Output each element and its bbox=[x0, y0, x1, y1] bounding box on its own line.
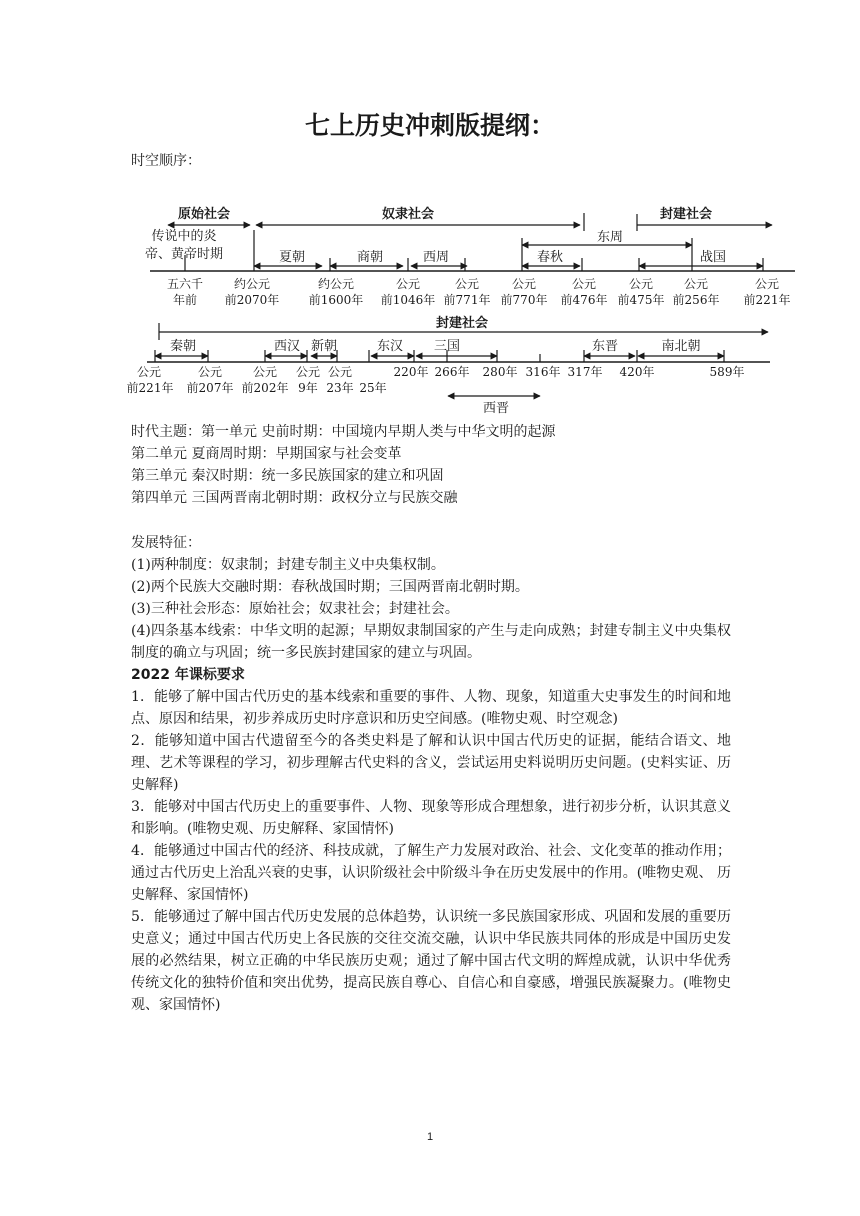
date-9-top: 公元 bbox=[683, 277, 709, 291]
label-xin: 新朝 bbox=[310, 339, 338, 354]
date2-5-top: 公元 bbox=[327, 365, 353, 379]
label-chunqiu: 春秋 bbox=[536, 250, 564, 265]
date-6-top: 公元 bbox=[511, 277, 537, 291]
date-2-bottom: 前2070年 bbox=[224, 293, 280, 307]
page-number: 1 bbox=[426, 1131, 434, 1143]
date2-11-bottom: 317年 bbox=[567, 365, 603, 379]
date2-12-bottom: 420年 bbox=[619, 365, 655, 379]
label-nanbeichao: 南北朝 bbox=[661, 339, 701, 354]
label-zhanguo: 战国 bbox=[699, 250, 727, 265]
date-8-bottom: 前475年 bbox=[617, 293, 665, 307]
label-feudal-society-2: 封建社会 bbox=[435, 316, 489, 331]
subtitle: 时空顺序： bbox=[131, 153, 201, 169]
date-4-top: 公元 bbox=[395, 277, 421, 291]
date-7-top: 公元 bbox=[571, 277, 597, 291]
date2-5-bottom: 23年 bbox=[326, 381, 354, 395]
date2-3-top: 公元 bbox=[252, 365, 278, 379]
page-title: 七上历史冲刺版提纲： bbox=[304, 111, 555, 140]
label-xizhou: 西周 bbox=[422, 250, 450, 265]
theme-line-3: 第三单元 秦汉时期：统一多民族国家的建立和巩固 bbox=[131, 468, 444, 484]
label-donghan: 东汉 bbox=[376, 339, 404, 354]
date-7-bottom: 前476年 bbox=[560, 293, 608, 307]
date-9-bottom: 前256年 bbox=[672, 293, 720, 307]
date-6-bottom: 前770年 bbox=[500, 293, 548, 307]
label-dongzhou: 东周 bbox=[596, 230, 624, 245]
date2-2-top: 公元 bbox=[197, 365, 223, 379]
label-xijin: 西晋 bbox=[482, 401, 510, 415]
date2-10-bottom: 316年 bbox=[525, 365, 561, 379]
date-3-bottom: 前1600年 bbox=[308, 293, 364, 307]
feature-item-2: (2)两个民族大交融时期：春秋战国时期；三国两晋南北朝时期。 bbox=[131, 579, 529, 595]
date2-1-top: 公元 bbox=[136, 365, 162, 379]
legend-line-2: 帝、黄帝时期 bbox=[144, 247, 224, 262]
label-xihan: 西汉 bbox=[273, 339, 301, 354]
label-feudal-society-1: 封建社会 bbox=[659, 207, 713, 222]
feature-item-4: (4)四条基本线索：中华文明的起源；早期奴隶制国家的产生与走向成熟；封建专制主义中央集权制度的确立与巩固；统一多民族封建国家的建立与巩固。 bbox=[131, 623, 731, 661]
theme-line-1: 时代主题：第一单元 史前时期：中国境内早期人类与中华文明的起源 bbox=[131, 424, 556, 440]
date-4-bottom: 前1046年 bbox=[380, 293, 436, 307]
date-2-top: 约公元 bbox=[233, 277, 271, 291]
standard-item-3: 3．能够对中国古代历史上的重要事件、人物、现象等形成合理想象，进行初步分析，认识其意义和影响。(唯物史观、历史解释、家国情怀) bbox=[131, 799, 731, 837]
date2-8-bottom: 266年 bbox=[434, 365, 470, 379]
standards-heading: 2022 年课标要求 bbox=[131, 667, 245, 683]
date2-7-bottom: 220年 bbox=[393, 365, 429, 379]
date2-9-bottom: 280年 bbox=[482, 365, 518, 379]
timeline-diagram bbox=[0, 190, 860, 415]
label-sanguo: 三国 bbox=[433, 339, 461, 354]
date-3-top: 约公元 bbox=[317, 277, 355, 291]
date2-4-top: 公元 bbox=[295, 365, 321, 379]
theme-line-2: 第二单元 夏商周时期：早期国家与社会变革 bbox=[131, 446, 402, 462]
date-10-top: 公元 bbox=[754, 277, 780, 291]
date-1-bottom: 年前 bbox=[172, 293, 198, 307]
date-5-top: 公元 bbox=[454, 277, 480, 291]
date2-2-bottom: 前207年 bbox=[186, 381, 234, 395]
label-slave-society: 奴隶社会 bbox=[381, 207, 435, 222]
date2-1-bottom: 前221年 bbox=[126, 381, 174, 395]
legend-line-1: 传说中的炎 bbox=[151, 229, 217, 244]
standard-item-2: 2．能够知道中国古代遗留至今的各类史料是了解和认识中国古代历史的证据，能结合语文、地理、艺术等课程的学习，初步理解古代史料的含义，尝试运用史料说明历史问题。(史料实证、历史解释) bbox=[131, 733, 731, 793]
feature-item-3: (3)三种社会形态：原始社会；奴隶社会；封建社会。 bbox=[131, 601, 459, 617]
standard-item-1: 1．能够了解中国古代历史的基本线索和重要的事件、人物、现象，知道重大史事发生的时间和地点、原因和结果，初步养成历史时序意识和历史空间感。(唯物史观、时空观念) bbox=[131, 689, 731, 727]
date2-13-bottom: 589年 bbox=[709, 365, 745, 379]
date2-6-bottom: 25年 bbox=[359, 381, 387, 395]
label-xia: 夏朝 bbox=[278, 250, 306, 265]
label-qin: 秦朝 bbox=[169, 339, 197, 354]
standard-item-4: 4．能够通过中国古代的经济、科技成就，了解生产力发展对政治、社会、文化变革的推动作用；通过古代历史上治乱兴衰的史事，认识阶级社会中阶级斗争在历史发展中的作用。(唯物史观、 历史解释、家国情怀) bbox=[131, 843, 731, 903]
date2-4-bottom: 9年 bbox=[298, 381, 318, 395]
date-1-top: 五六千 bbox=[166, 277, 204, 291]
standard-item-5: 5．能够通过了解中国古代历史发展的总体趋势，认识统一多民族国家形成、巩固和发展的重要历史意义；通过中国古代历史上各民族的交往交流交融，认识中华民族共同体的形成是中国历史发展的必然结果，树立正确的中华民族历史观；通过了解中国古代文明的辉煌成就，认识中华优秀传统文化的独特价值和突出优势，提高民族自尊心、自信心和自豪感，增强民族凝聚力。(唯物史观、家国情怀) bbox=[131, 909, 731, 1013]
date-8-top: 公元 bbox=[628, 277, 654, 291]
label-shang: 商朝 bbox=[356, 250, 384, 265]
date2-3-bottom: 前202年 bbox=[241, 381, 289, 395]
label-primitive-society: 原始社会 bbox=[177, 207, 231, 222]
date-5-bottom: 前771年 bbox=[443, 293, 491, 307]
theme-line-4: 第四单元 三国两晋南北朝时期：政权分立与民族交融 bbox=[131, 490, 458, 506]
feature-item-1: (1)两种制度：奴隶制；封建专制主义中央集权制。 bbox=[131, 557, 445, 573]
features-heading: 发展特征： bbox=[131, 535, 201, 551]
label-dongjin: 东晋 bbox=[591, 339, 619, 354]
date-10-bottom: 前221年 bbox=[743, 293, 791, 307]
